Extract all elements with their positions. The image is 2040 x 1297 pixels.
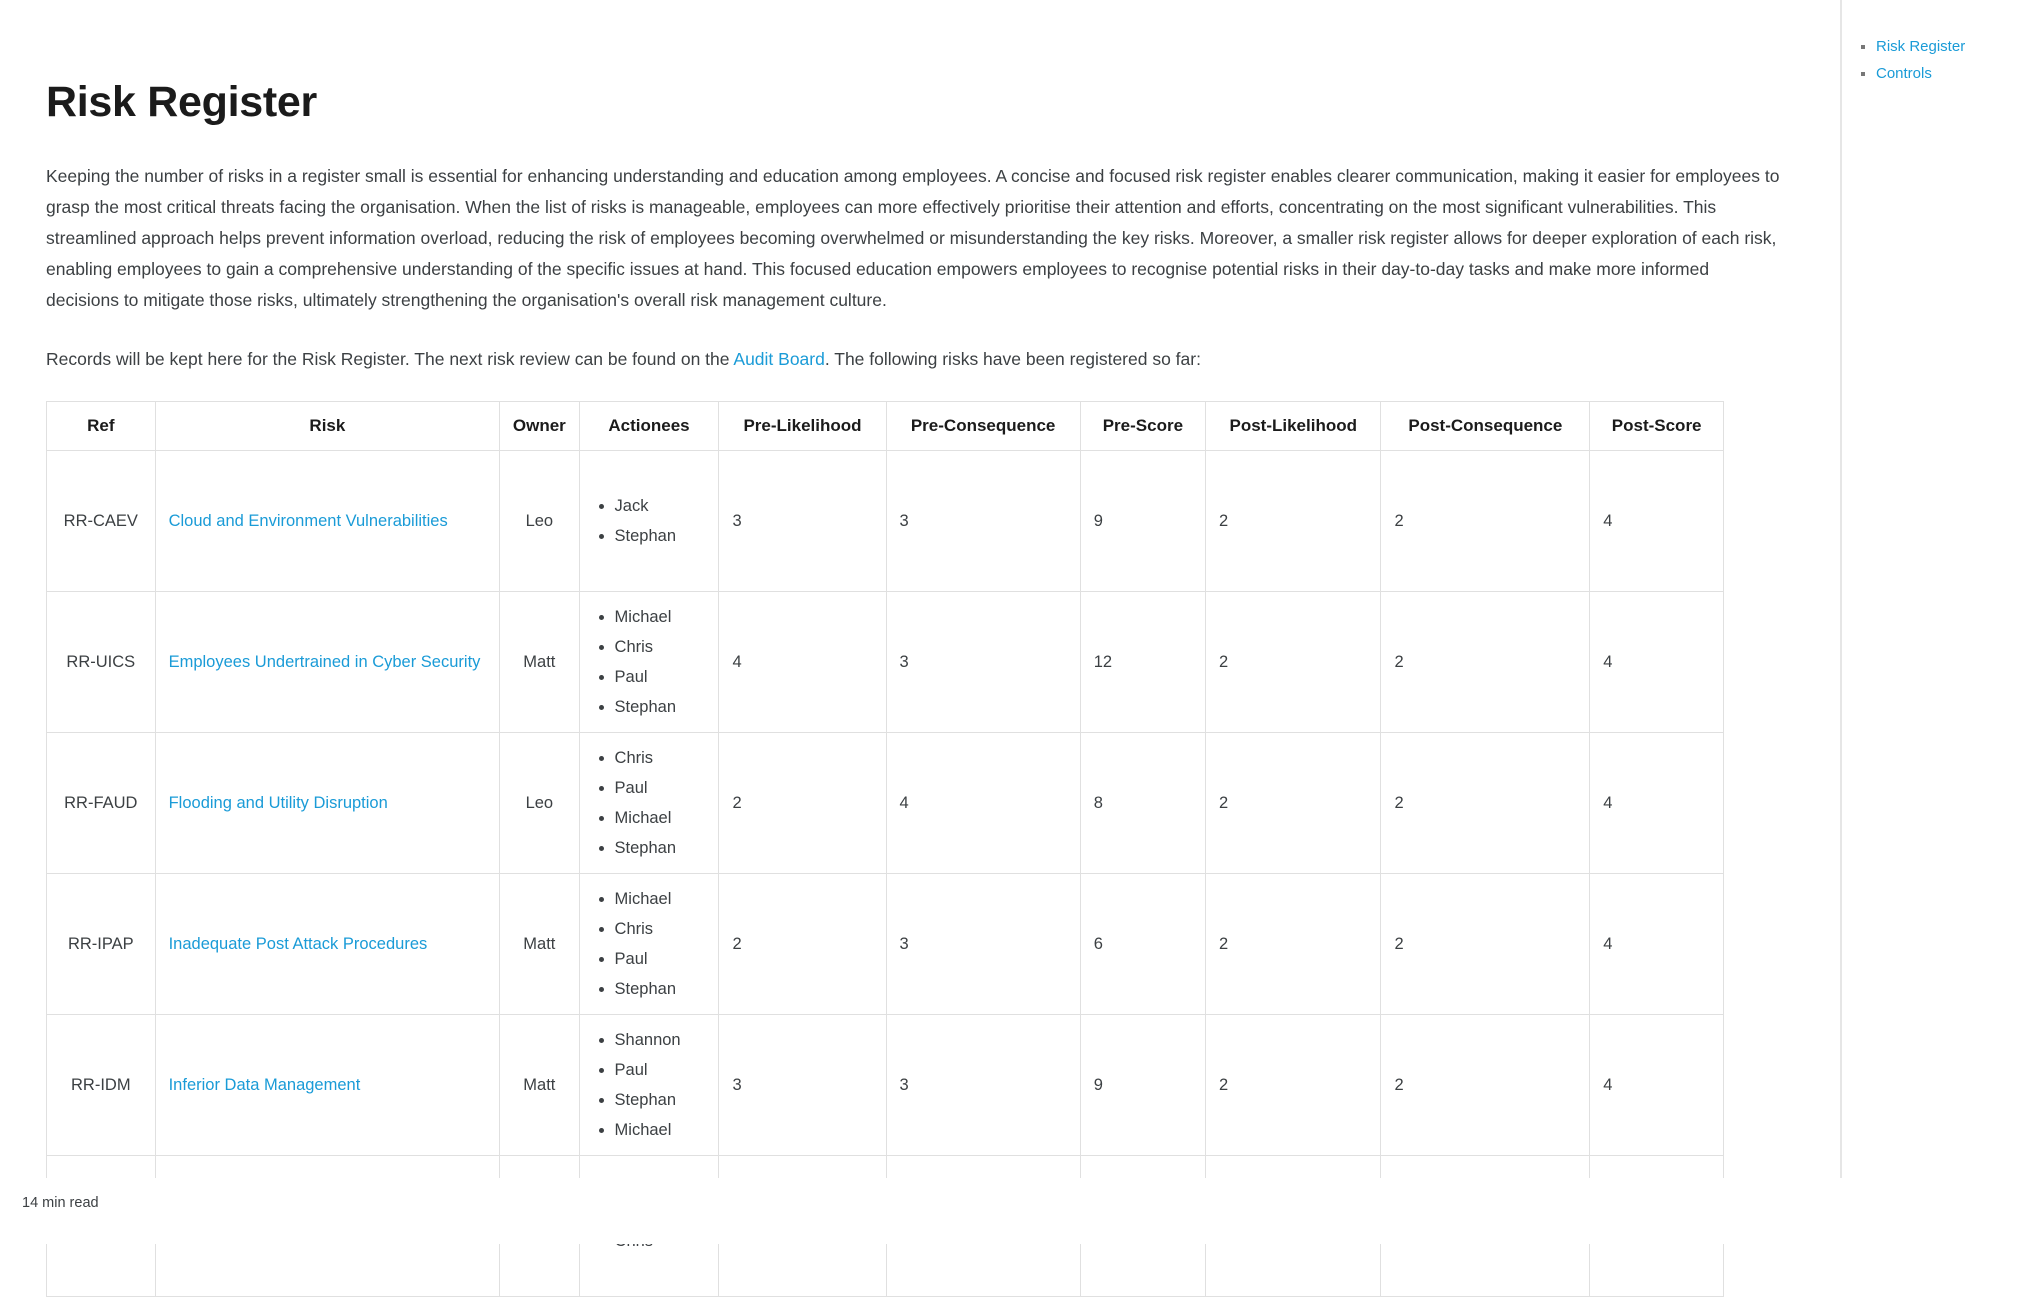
cell-owner: Leo [500,733,579,874]
cell-ref: RR-IPAP [47,874,156,1015]
cell-pre-consequence: 4 [886,733,1080,874]
cell-owner: Matt [500,874,579,1015]
cell-post-consequence: 2 [1381,874,1590,1015]
table-header-row [47,402,1724,451]
actionee-item: • Jack [615,491,706,521]
cell-pre-score: 9 [1080,451,1205,592]
column-header-owner: Owner [500,402,579,451]
toc-item [1876,65,2030,83]
column-header-post-score: Post-Score [1590,402,1724,451]
column-header-pre-likelihood: Pre-Likelihood [719,402,886,451]
toc-list [1848,38,2030,83]
cell-post-score: 4 [1590,733,1724,874]
cell-ref: RR-FAUD [47,733,156,874]
column-header-post-likelihood: Post-Likelihood [1206,402,1381,451]
actionee-list [593,491,706,551]
audit-board-link[interactable]: Audit Board [733,349,825,370]
risk-link[interactable]: Inadequate Post Attack Procedures [168,934,428,953]
records-paragraph [46,344,1782,375]
column-header-post-consequence: Post-Consequence [1381,402,1590,451]
cell-post-score: 4 [1590,874,1724,1015]
cell-risk [155,1015,500,1156]
column-header-ref: Ref [47,402,156,451]
actionee-item: • Stephan [615,833,706,863]
actionee-item: • Stephan [615,692,706,722]
risk-link[interactable]: Flooding and Utility Disruption [168,793,388,812]
table-row [47,1015,1724,1156]
actionee-list [593,884,706,1004]
cell-pre-consequence: 3 [886,1015,1080,1156]
actionee-item: • Michael [615,602,706,632]
table-row [47,451,1724,592]
cell-pre-score: 9 [1080,1015,1205,1156]
cell-pre-score: 8 [1080,733,1205,874]
cell-post-consequence: 2 [1381,733,1590,874]
toc-link[interactable]: Risk Register [1876,38,1966,55]
actionee-item: • Paul [615,773,706,803]
actionee-item: • Michael [615,803,706,833]
table-of-contents [1848,0,2040,1178]
records-text-after: . The following risks have been registered so far: [824,349,1201,370]
table-head [47,402,1724,451]
cell-post-likelihood: 2 [1206,1015,1381,1156]
cell-post-score: 4 [1590,451,1724,592]
actionee-list [593,1025,706,1145]
risk-link[interactable]: Employees Undertrained in Cyber Security [168,652,481,671]
cell-risk [155,733,500,874]
cell-owner: Matt [500,592,579,733]
cell-pre-consequence: 3 [886,592,1080,733]
cell-ref: RR-IDM [47,1015,156,1156]
intro-paragraph: Keeping the number of risks in a register small is essential for enhancing understanding and education among employees. A concise and focused risk register enables clearer communication, making it easier for employees to grasp the most critical threats facing the organisation. When the list of risks is manageable, employees can more effectively prioritise their attention and efforts, concentrating on the most significant vulnerabilities. This streamlined approach helps prevent information overload, reducing the risk of employees becoming overwhelmed or misunderstanding the key risks. Moreover, a smaller risk register allows for deeper exploration of each risk, enabling employees to gain a comprehensive understanding of the specific issues at hand. This focused education empowers employees to recognise potential risks in their day-to-day tasks and make more informed decisions to mitigate those risks, ultimately strengthening the organisation's overall risk management culture. [46,166,1780,311]
table-row [47,592,1724,733]
page-title: Risk Register [46,78,317,126]
cell-pre-consequence: 3 [886,874,1080,1015]
actionee-item: • Shannon [615,1025,706,1055]
actionee-item: • Michael [615,884,706,914]
cell-actionees [579,592,719,733]
cell-post-score: 4 [1590,1015,1724,1156]
cell-pre-likelihood: 3 [719,451,886,592]
toc-item [1876,38,2030,56]
actionee-list [593,743,706,863]
cell-actionees [579,874,719,1015]
cell-post-score: 4 [1590,592,1724,733]
cell-risk [155,874,500,1015]
cell-post-likelihood: 2 [1206,874,1381,1015]
column-header-risk: Risk [155,402,500,451]
footer [0,1178,2040,1244]
column-header-actionees: Actionees [579,402,719,451]
risk-link[interactable]: Inferior Data Management [168,1075,361,1094]
cell-pre-likelihood: 3 [719,1015,886,1156]
cell-post-consequence: 2 [1381,1015,1590,1156]
cell-actionees [579,1015,719,1156]
actionee-list [593,602,706,722]
actionee-item: • Chris [615,632,706,662]
read-time-label: 14 min read [22,1195,99,1211]
cell-pre-likelihood: 2 [719,733,886,874]
cell-pre-score: 12 [1080,592,1205,733]
cell-post-likelihood: 2 [1206,592,1381,733]
cell-pre-likelihood: 4 [719,592,886,733]
cell-post-likelihood: 2 [1206,733,1381,874]
table-row [47,733,1724,874]
actionee-item: • Paul [615,662,706,692]
records-text-before: Records will be kept here for the Risk Register. The next risk review can be found on the [46,349,734,370]
actionee-item: • Stephan [615,974,706,1004]
column-header-pre-consequence: Pre-Consequence [886,402,1080,451]
cell-post-consequence: 2 [1381,451,1590,592]
cell-post-consequence: 2 [1381,592,1590,733]
cell-actionees [579,451,719,592]
actionee-item: • Michael [615,1115,706,1145]
table-body [47,451,1724,1297]
actionee-item: • Chris [615,743,706,773]
table-row [47,874,1724,1015]
cell-post-likelihood: 2 [1206,451,1381,592]
cell-owner: Matt [500,1015,579,1156]
column-header-pre-score: Pre-Score [1080,402,1205,451]
toc-link[interactable]: Controls [1876,65,1932,82]
risk-register-table [46,401,1724,1297]
cell-owner: Leo [500,451,579,592]
cell-actionees [579,733,719,874]
cell-pre-consequence: 3 [886,451,1080,592]
cell-pre-likelihood: 2 [719,874,886,1015]
actionee-item: • Chris [615,914,706,944]
actionee-item: • Stephan [615,521,706,551]
cell-risk [155,592,500,733]
actionee-item: • Paul [615,1055,706,1085]
cell-ref: RR-CAEV [47,451,156,592]
actionee-item: • Stephan [615,1085,706,1115]
actionee-item: • Paul [615,944,706,974]
cell-risk [155,451,500,592]
risk-link[interactable]: Cloud and Environment Vulnerabilities [168,511,448,530]
cell-pre-score: 6 [1080,874,1205,1015]
cell-ref: RR-UICS [47,592,156,733]
